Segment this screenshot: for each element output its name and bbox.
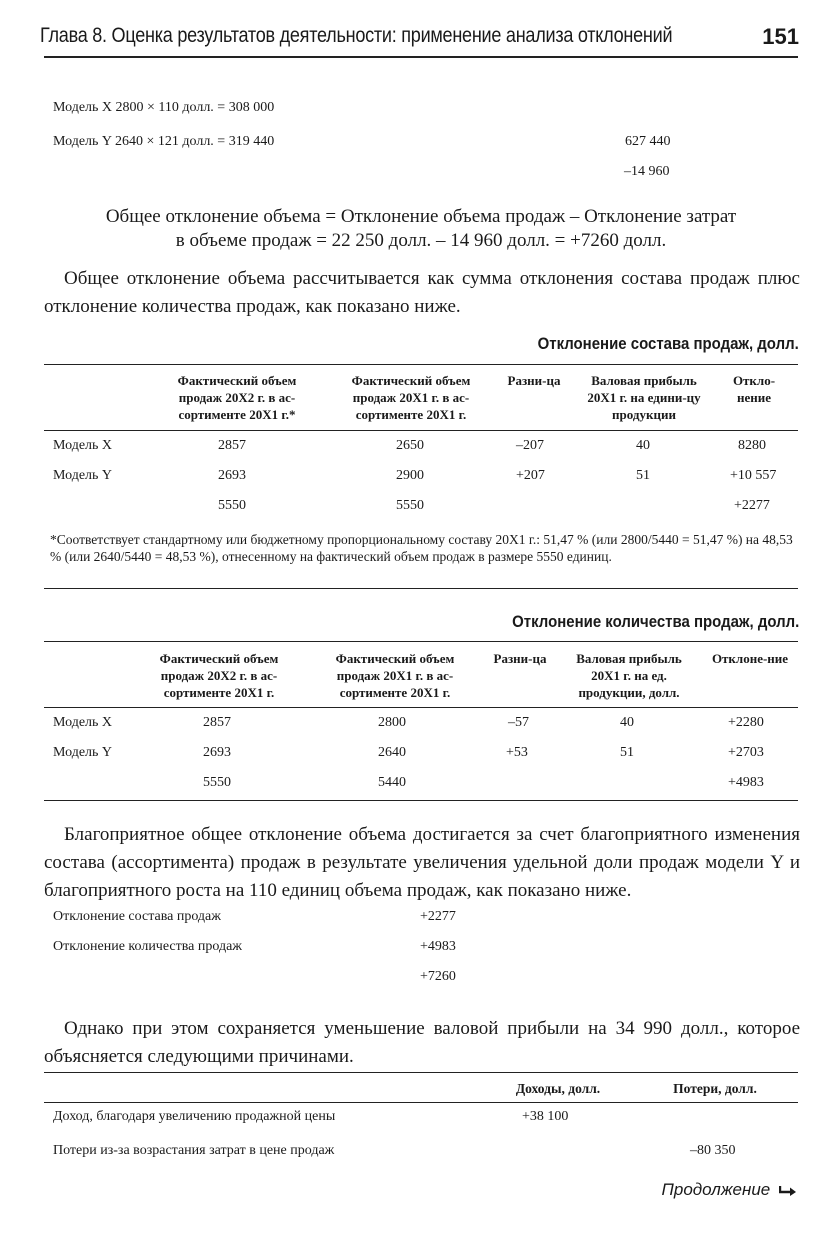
table-header-income: Доходы, долл.: [515, 1081, 601, 1096]
paragraph-sum-explanation: Общее отклонение объема рассчитывается как сумма отклонения состава продаж плюс отклонение количества продаж, как показано ниже.: [44, 268, 800, 317]
table-quantity-variance-title: Отклонение количества продаж, долл.: [511, 612, 799, 631]
table-cell: +10 557: [730, 468, 777, 483]
summary-label: Отклонение состава продаж: [53, 909, 221, 924]
chapter-title: Глава 8. Оценка результатов деятельности: применение анализа отклонений: [40, 24, 673, 47]
formula-line-1: Общее отклонение объема = Отклонение объема продаж – Отклонение затрат: [105, 206, 737, 227]
table-cell: +2703: [728, 745, 764, 760]
summary-value: +4983: [420, 939, 456, 954]
table-header-cell: Фактический объем продаж 20X2 г. в ас-сортименте 20X1 г.*: [177, 373, 297, 422]
table-cell: –57: [508, 715, 529, 730]
table-cell: 2857: [203, 715, 231, 730]
calc-difference: –14 960: [624, 164, 670, 179]
table-cell: 2693: [218, 468, 246, 483]
table-rule: [44, 800, 798, 801]
table-cell: 2900: [396, 468, 424, 483]
table-cell: +53: [506, 745, 528, 760]
summary-label: Отклонение количества продаж: [53, 939, 242, 954]
table-cell: 5550: [396, 498, 424, 513]
table-cell: +4983: [728, 775, 764, 790]
table-row-label: Доход, благодаря увеличению продажной цены: [53, 1109, 336, 1124]
continue-label: Продолжение: [661, 1180, 771, 1199]
table-cell: 51: [636, 468, 650, 483]
formula-line-2: в объеме продаж = 22 250 долл. – 14 960 долл. = +7260 долл.: [175, 230, 667, 251]
table-cell: +2280: [728, 715, 764, 730]
table-header-cell: Фактический объем продаж 20X1 г. в ас-сортименте 20X1 г.: [351, 373, 471, 422]
table-cell: 8280: [738, 438, 766, 453]
table-header-cell: Откло-нение: [732, 373, 776, 405]
hooked-arrow-right-icon: [779, 1181, 797, 1201]
table-header-cell: Валовая прибыль 20X1 г. на ед. продукции, долл.: [576, 651, 682, 700]
table-row-label: Модель X: [53, 438, 113, 453]
table-mix-variance-title: Отклонение состава продаж, долл.: [537, 334, 799, 353]
summary-value: +2277: [420, 909, 456, 924]
table-row-label: Модель Y: [53, 468, 113, 483]
table-cell: 40: [620, 715, 634, 730]
table-cell: +2277: [734, 498, 770, 513]
table-header-cell: Разни-ца: [493, 651, 547, 666]
paragraph-gross-profit-decrease: Однако при этом сохраняется уменьшение валовой прибыли на 34 990 долл., которое объясняется следующими причинами.: [44, 1018, 800, 1067]
calc-total: 627 440: [625, 134, 671, 149]
table-cell: 40: [636, 438, 650, 453]
table-cell: 2693: [203, 745, 231, 760]
table-rule: [44, 707, 798, 708]
table-header-cell: Отклоне-ние: [711, 651, 789, 666]
header-rule: [44, 56, 798, 58]
table-header-loss: Потери, долл.: [673, 1081, 757, 1096]
table-cell: 2800: [378, 715, 406, 730]
table-cell: –207: [516, 438, 544, 453]
continue-indicator: [662, 1180, 797, 1201]
table-rule: [44, 1072, 798, 1073]
summary-total: +7260: [420, 969, 456, 984]
table-rule: [44, 641, 798, 642]
paragraph-favorable-variance: Благоприятное общее отклонение объема достигается за счет благоприятного изменения состава (ассортимента) продаж в результате увеличения удельной доли продаж модели Y и благоприятного роста на 110 единиц объема продаж, как показано ниже.: [44, 824, 800, 901]
table-cell: 5550: [203, 775, 231, 790]
table-cell: +207: [516, 468, 545, 483]
table-row-label: Модель Y: [53, 745, 113, 760]
table-cell: 51: [620, 745, 634, 760]
table-rule: [44, 364, 798, 365]
calc-line-model-x: Модель X 2800 × 110 долл. = 308 000: [53, 100, 275, 115]
table-rule: [44, 1102, 798, 1103]
table-row-label: Модель X: [53, 715, 113, 730]
table-header-cell: Валовая прибыль 20X1 г. на едини-цу продукции: [587, 373, 701, 422]
page-number: 151: [762, 24, 799, 49]
table-header-cell: Фактический объем продаж 20X2 г. в ас-сортименте 20X1 г.: [159, 651, 279, 700]
table-rule: [44, 430, 798, 431]
table-header-cell: Разни-ца: [507, 373, 561, 388]
table-row-label: Потери из-за возрастания затрат в цене продаж: [53, 1143, 335, 1158]
table-header-cell: Фактический объем продаж 20X1 г. в ас-сортименте 20X1 г.: [335, 651, 455, 700]
table-cell: 5440: [378, 775, 406, 790]
table-cell: 2640: [378, 745, 406, 760]
calc-line-model-y: Модель Y 2640 × 121 долл. = 319 440: [53, 134, 275, 149]
table-cell-income: +38 100: [522, 1109, 569, 1124]
table-cell-loss: –80 350: [690, 1143, 736, 1158]
table-rule: [44, 588, 798, 589]
table-cell: 5550: [218, 498, 246, 513]
table-cell: 2857: [218, 438, 246, 453]
table-cell: 2650: [396, 438, 424, 453]
table-footnote: *Соответствует стандартному или бюджетному пропорциональному составу 20X1 г.: 51,47 % (или 2800/5440 = 51,47 %) на 48,53 % (или 2640/5440 = 48,53 %), отнесенному на фактический объем продаж в размере 5550 единиц.: [50, 532, 793, 564]
